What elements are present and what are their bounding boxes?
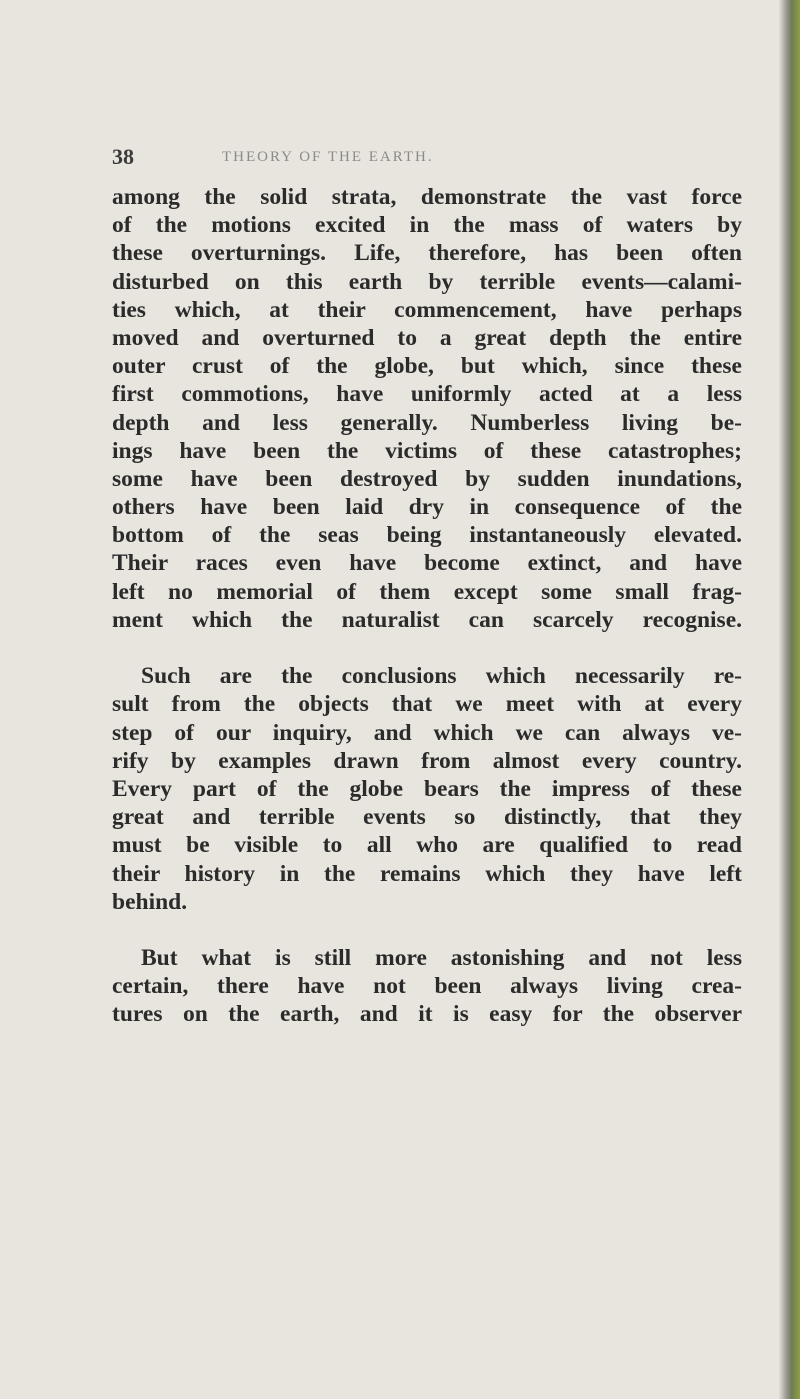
running-head (0, 142, 800, 172)
text-line: moved and overturned to a great depth the entire (112, 324, 742, 351)
text-line: outer crust of the globe, but which, since these (112, 353, 742, 380)
text-line: great and terrible events so distinctly, that they (112, 804, 742, 831)
text-line: among the solid strata, demonstrate the vast force (112, 184, 742, 210)
text-line: ment which the naturalist can scarcely recognise. (112, 606, 742, 633)
text-line: But what is still more astonishing and not less (141, 945, 742, 972)
text-line: depth and less generally. Numberless living be- (112, 409, 742, 436)
text-line: others have been laid dry in consequence of the (112, 494, 742, 521)
body-text (112, 183, 742, 1029)
text-line: ings have been the victims of these catastrophes; (112, 437, 742, 464)
text-line: first commotions, have uniformly acted at a less (112, 381, 742, 408)
text-line: some have been destroyed by sudden inundations, (112, 465, 742, 492)
text-line: ties which, at their commencement, have perhaps (112, 296, 742, 323)
text-line: step of our inquiry, and which we can always ve- (112, 719, 742, 746)
running-title: THEORY OF THE EARTH. (222, 149, 434, 165)
text-line: certain, there have not been always living crea- (112, 973, 742, 1000)
text-line: Every part of the globe bears the impress of these (112, 775, 742, 802)
text-line: behind. (112, 888, 188, 915)
text-line: their history in the remains which they have left (112, 860, 742, 887)
paragraph-gap (112, 916, 742, 944)
text-line: tures on the earth, and it is easy for the observer (112, 1001, 742, 1028)
text-line: Their races even have become extinct, and have (112, 550, 742, 577)
text-line: of the motions excited in the mass of waters by (112, 212, 742, 239)
page-edge (779, 0, 800, 1399)
text-line: Such are the conclusions which necessarily re- (141, 663, 742, 690)
text-line: must be visible to all who are qualified to read (112, 832, 742, 859)
text-line: these overturnings. Life, therefore, has been often (112, 240, 742, 267)
text-line: sult from the objects that we meet with at every (112, 691, 742, 718)
text-line: bottom of the seas being instantaneously elevated. (112, 522, 742, 549)
text-line: left no memorial of them except some small frag- (112, 578, 742, 605)
page-number: 38 (112, 144, 134, 169)
paragraph-gap (112, 634, 742, 662)
text-line: rify by examples drawn from almost every country. (112, 747, 742, 774)
text-line: disturbed on this earth by terrible events—calami- (112, 268, 742, 295)
